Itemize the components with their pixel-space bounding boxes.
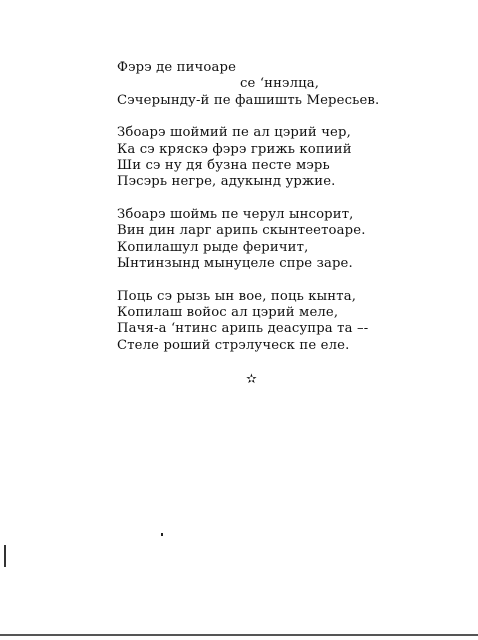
poem-line: Ынтинзынд мынуцеле спре заре. <box>117 255 353 271</box>
poem-line: Фэрэ де пичоаре <box>117 60 237 75</box>
poem-line: Пачя-а ‘нтинс арипь деасупра та –- <box>117 321 369 337</box>
star-icon: ✫ <box>246 372 257 387</box>
print-speck <box>161 533 163 536</box>
scan-bottom-edge <box>0 634 478 636</box>
poem-line: Збоарэ шоймий пе ал цэрий чер, <box>117 125 351 141</box>
poem-line: Вин дин ларг арипь скынтеетоаре. <box>117 223 366 239</box>
poem-line: Збоарэ шоймь пе черул ынсорит, <box>117 207 354 223</box>
poem-line: Сэчерынду-й пе фашишть Мересьев. <box>117 92 380 108</box>
stanza-4 <box>117 289 417 354</box>
poem-line: Пэсэрь негре, адукынд уржие. <box>117 174 336 190</box>
poem-line: се ‘ннэлца, <box>240 76 320 92</box>
stanza-1 <box>117 60 417 109</box>
stanza-2 <box>117 125 417 190</box>
poem-line: Поць сэ рызь ын вое, поць кынта, <box>117 288 357 304</box>
poem-line: Ши сэ ну дя бузна песте мэрь <box>117 157 330 173</box>
poem-line: Ка сэ кряскэ фэрэ грижь копиий <box>117 141 352 157</box>
poem-line: Копилаш войос ал цэрий меле, <box>117 305 339 321</box>
poem-line: Стеле роший стрэлуческ пе еле. <box>117 337 350 353</box>
stanza-3 <box>117 207 417 272</box>
poem-text <box>117 60 417 370</box>
poem-line: Копилашул рыде феричит, <box>117 239 309 255</box>
scan-edge-mark <box>4 545 6 567</box>
